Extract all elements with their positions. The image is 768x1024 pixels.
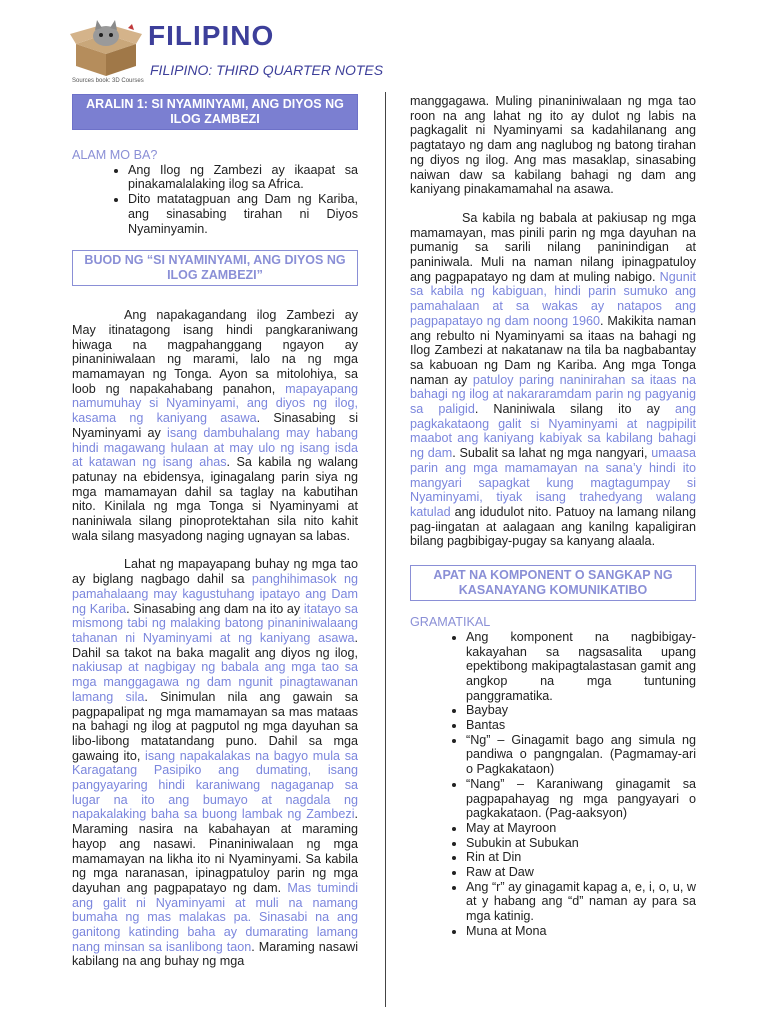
page-subtitle: FILIPINO: THIRD QUARTER NOTES xyxy=(150,62,384,78)
list-item: • Baybay xyxy=(466,703,696,718)
list-item: • “Ng” – Ginagamit bago ang simula ng pandiwa o pangngalan. (Pagmamay-ari o Pagkakataon) xyxy=(466,733,696,777)
list-item: • Muna at Mona xyxy=(466,924,696,939)
body-text: . Sinimulan nila ang gawain sa pagpapalipat ng mga mamamayan sa mas mataas na bahagi ng ilog at pagputol ng mga dayuhan sa libo-libong matatandang puno. Dahil sa mga gawaing ito, xyxy=(72,689,359,763)
list-item: • “Nang” – Karaniwang ginagamit sa pagpapahayag ng mga pangyayari o pagkakataon. (Pag-aaksyon) xyxy=(466,777,696,821)
highlighted-text: isang dambuhalang may habang hindi magawang hulaan at may ulo ng isang isda at katawan ng isang ahas xyxy=(72,425,358,470)
list-item: • Ang Ilog ng Zambezi ay ikaapat sa pinakamalalaking ilog sa Africa. xyxy=(128,163,358,192)
body-text: . Maraming nasawi kabilang na ang buhay ng mga xyxy=(72,939,358,969)
left-column xyxy=(72,94,358,969)
list-item: • Ang komponent na nagbibigay-kakayahan sa nagsasalita upang epektibong makipagtalastasan gamit ang angkop na mga tuntuning panggramatika. xyxy=(466,630,696,704)
highlighted-text: mapayapang namumuhay si Nyaminyami, ang diyos ng ilog, kasama ng kaniyang asawa xyxy=(72,381,358,426)
body-text: . Naniniwala silang ito ay xyxy=(474,402,675,417)
highlighted-text: Mas tumindi ang galit ni Nyaminyami at muli na namang bumaha ng mas malakas pa. Sinasabi na ang ganitong katinding baha ay dumarating lamang nang minsan sa isanlibong taon xyxy=(72,880,359,954)
list-item: • Subukin at Subukan xyxy=(466,836,696,851)
cat-in-box-logo xyxy=(70,18,142,78)
buod-title: BUOD NG “SI NYAMINYAMI, ANG DIYOS NG ILOG ZAMBEZI” xyxy=(72,250,358,286)
body-text: Sa kabila ng babala at pakiusap ng mga mamamayan, mas pinili parin ng mga dayuhan na pumanig sa sarili nilang paninindigan at paniniwala. Muli na naman nilang ipinagpatuloy ang pagpapatayo ng dam at muling nabigo. xyxy=(410,210,696,284)
list-item: • May at Mayroon xyxy=(466,821,696,836)
body-text: Lahat ng mapayapang buhay ng mga tao ay biglang nagbago dahil sa xyxy=(72,557,358,587)
column-divider xyxy=(385,92,386,1007)
body-text: . Subalit sa lahat ng mga nangyari, xyxy=(452,446,652,461)
body-text: . Sinasabing si Nyaminyami ay xyxy=(72,411,358,440)
body-text: . Maraming nasira na kabahayan at maraming hayop ang nasawi. Pinaniniwalaan ng mga mamamayan na likha ito ni Nyaminyami. Sa kabila ng mga naranasan, ipinagpatuloy parin ng mga dayuhan ang pagpapatayo ng dam. xyxy=(72,807,358,895)
alam-list xyxy=(72,163,358,237)
body-text: manggagawa. Muling pinaniniwalaan ng mga tao roon na ang lahat ng ito ay dulot ng labis na pagkagalit ni Nyaminyami sa kadahilanang ang pagtatayo ng dam ang naglubog ng batong tirahan ng diyos ng ilog. Ang mas masaklap, sinasabing naiwan daw sa kabilang bahagi ng dam ang kaniyang pinakamamahal na asawa. xyxy=(410,94,696,197)
logo-tagline: Sources book: 3D Courses xyxy=(72,78,144,84)
list-item: • Ang “r” ay ginagamit kapag a, e, i, o, u, w at y habang ang “d” naman ay para sa mga katinig. xyxy=(466,880,696,924)
brand-title: FILIPINO xyxy=(148,20,275,51)
highlighted-text: isang napakalakas na bagyo mula sa Karagatang Pasipiko ang dumating, isang pangyayaring hindi karaniwang nagaganap sa lugar na ito ang bumayo at nagdala ng napakalaking baha sa buong lambak ng Zambezi xyxy=(72,748,358,822)
body-text: Ang napakagandang ilog Zambezi ay May itinatagong isang hindi pangkaraniwang hiwaga na magpahanggang ngayon ay pinaniniwalaan ng marami, lalo na ng mga mamamayan ng Tonga. Ayon sa mitolohiya, sa loob ng napakahabang panahon, xyxy=(72,308,358,396)
body-text: . Sa kabila ng walang patunay na ebidensya, iginagalang parin siya ng mga mamamayan dahil sa taglay na kabutihan nito. Kinilala ng mga Tonga si Nyaminyami at naniniwala silang pinoprotektahan sila nito kahit wala silang masyadong naging ugnayan sa labas. xyxy=(72,455,358,543)
highlighted-text: patuloy paring naninirahan sa itaas na bahagi ng ilog at nakararamdam parin ng pagyanig sa paligid xyxy=(410,372,696,417)
page-header xyxy=(70,14,450,90)
gramatikal-list xyxy=(410,630,696,939)
lesson-title: ARALIN 1: SI NYAMINYAMI, ANG DIYOS NG ILOG ZAMBEZI xyxy=(72,94,358,130)
list-item: • Bantas xyxy=(466,718,696,733)
summary-paragraph-3 xyxy=(410,94,696,197)
highlighted-text: panghihimasok ng pamahalaang may kagustuhang ipatayo ang Dam ng Kariba xyxy=(72,572,358,616)
gramatikal-heading: GRAMATIKAL xyxy=(410,615,491,630)
body-text: . Dahil sa takot na baka magalit ang diyos ng ilog, xyxy=(72,630,358,660)
highlighted-text: Ngunit sa kabila ng kabiguan, hindi parin sumuko ang pamahalaan at sa wakas ay natapos ang pagpapatayo ng dam noong 1960 xyxy=(410,269,696,328)
right-column xyxy=(410,94,696,939)
alam-heading: ALAM MO BA? xyxy=(72,148,158,162)
highlighted-text: ang pagkakataong galit si Nyaminyami at nagpipilit maabot ang kaniyang kabiyak sa kabilang bahagi ng dam xyxy=(410,402,696,461)
body-text: . Sinasabing ang dam na ito ay xyxy=(126,601,304,616)
list-item: • Raw at Daw xyxy=(466,865,696,880)
body-text: . Makikita naman ang rebulto ni Nyaminyami sa itaas na bahagi ng Ilog Zambezi at nakatanaw na tila ba nagbabantay sa kabuoan ng Dam ng Kariba. Ang mga Tonga naman ay xyxy=(410,313,696,387)
highlighted-text: itatayo sa mismong tabi ng malaking batong pinaniniwalaang tahanan ni Nyaminyami at ng kaniyang asawa xyxy=(72,601,358,645)
highlighted-text: nakiusap at nagbigay ng babala ang mga tao sa mga manggagawa ng dam ngunit pinagtawanan lamang sila xyxy=(72,660,358,704)
summary-paragraph-1 xyxy=(72,308,358,543)
summary-paragraph-4 xyxy=(410,211,696,549)
summary-paragraph-2 xyxy=(72,557,358,969)
highlighted-text: umaasa parin ang mga mamamayan na sana’y hindi ito mangyari sapagkat kung magtagumpay si Nyaminyami, tiyak isang trahedyang walang katulad xyxy=(410,446,696,519)
list-item: • Dito matatagpuan ang Dam ng Kariba, ang sinasabing tirahan ni Diyos Nyaminyamin. xyxy=(128,192,358,236)
list-item: • Rin at Din xyxy=(466,850,696,865)
body-text: ang idudulot nito. Patuoy na lamang nilang pag-iingatan at aalagaan ang kanilng kapaligiran bilang pagbibigay-pugay sa kanyang alaala. xyxy=(410,504,696,549)
apat-title: APAT NA KOMPONENT O SANGKAP NG KASANAYANG KOMUNIKATIBO xyxy=(410,565,696,601)
